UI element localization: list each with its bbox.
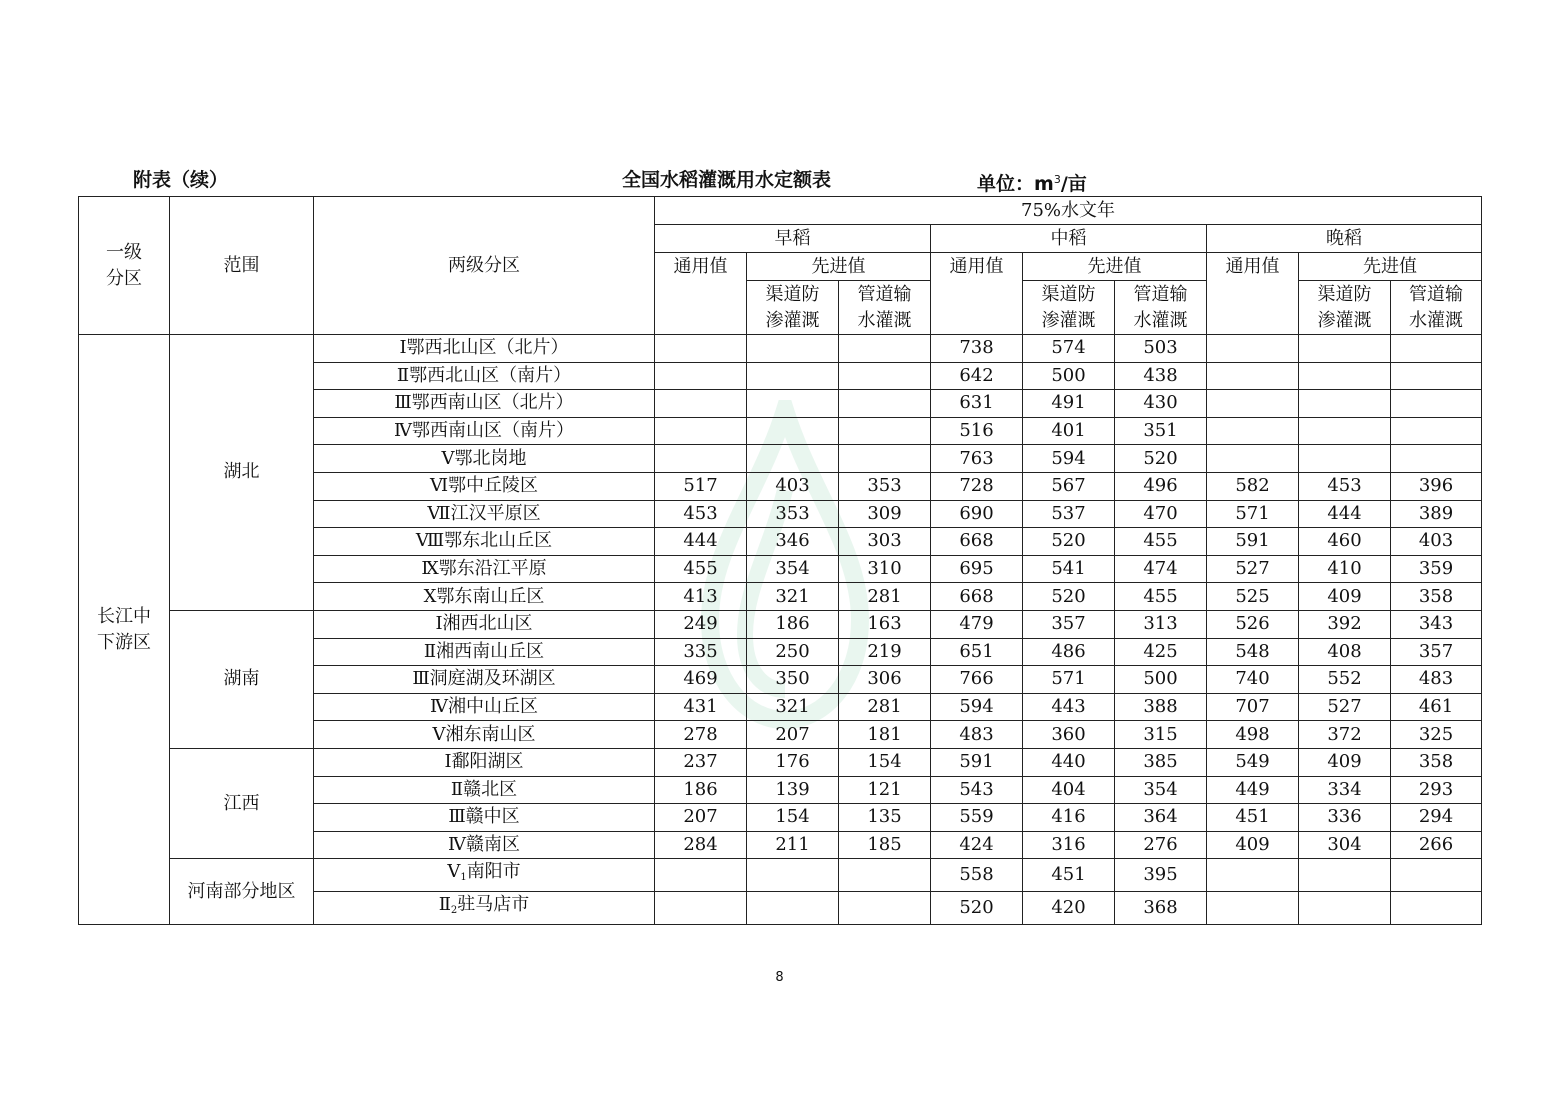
value-cell [1207, 892, 1299, 925]
value-cell: 571 [1023, 666, 1115, 694]
value-cell: 479 [931, 610, 1023, 638]
value-cell: 444 [655, 528, 747, 556]
value-cell [1299, 445, 1391, 473]
value-cell: 401 [1023, 417, 1115, 445]
value-cell: 455 [655, 555, 747, 583]
zone-cell: Ⅴ湘东南山区 [314, 721, 655, 749]
value-cell: 527 [1299, 693, 1391, 721]
header-late-pipe: 管道输水灌溉 [1391, 281, 1482, 335]
value-cell: 358 [1391, 583, 1482, 611]
value-cell: 500 [1115, 666, 1207, 694]
value-cell: 500 [1023, 362, 1115, 390]
value-cell [747, 335, 839, 363]
table-title: 全国水稻灌溉用水定额表 [622, 169, 832, 191]
value-cell: 219 [839, 638, 931, 666]
header-early-pipe: 管道输水灌溉 [839, 281, 931, 335]
value-cell: 431 [655, 693, 747, 721]
value-cell [839, 859, 931, 892]
zone-name: 南阳市 [466, 861, 521, 883]
value-cell: 354 [747, 555, 839, 583]
value-cell: 527 [1207, 555, 1299, 583]
zone-cell: Ⅳ湘中山丘区 [314, 693, 655, 721]
value-cell: 594 [1023, 445, 1115, 473]
zone-cell: Ⅲ赣中区 [314, 804, 655, 832]
value-cell: 552 [1299, 666, 1391, 694]
value-cell: 571 [1207, 500, 1299, 528]
value-cell: 293 [1391, 776, 1482, 804]
zone-cell: Ⅰ鄂西北山区（北片） [314, 335, 655, 363]
header-middle-general: 通用值 [931, 253, 1023, 335]
value-cell [839, 335, 931, 363]
header-late-general: 通用值 [1207, 253, 1299, 335]
value-cell: 594 [931, 693, 1023, 721]
value-cell: 695 [931, 555, 1023, 583]
value-cell [1299, 335, 1391, 363]
value-cell: 410 [1299, 555, 1391, 583]
value-cell [1391, 417, 1482, 445]
value-cell: 309 [839, 500, 931, 528]
value-cell: 483 [1391, 666, 1482, 694]
value-cell [839, 390, 931, 418]
value-cell: 181 [839, 721, 931, 749]
header-early-advanced: 先进值 [747, 253, 931, 281]
zone-cell: Ⅵ鄂中丘陵区 [314, 472, 655, 500]
unit-prefix: 单位：m [977, 173, 1054, 195]
value-cell: 496 [1115, 472, 1207, 500]
header-hydrological-year: 75%水文年 [655, 197, 1482, 225]
value-cell: 334 [1299, 776, 1391, 804]
value-cell: 207 [747, 721, 839, 749]
value-cell: 425 [1115, 638, 1207, 666]
value-cell [747, 892, 839, 925]
value-cell: 372 [1299, 721, 1391, 749]
zone-cell: Ⅸ鄂东沿江平原 [314, 555, 655, 583]
zone-cell: Ⅲ鄂西南山区（北片） [314, 390, 655, 418]
zone-cell: Ⅴ鄂北岗地 [314, 445, 655, 473]
value-cell: 520 [1023, 528, 1115, 556]
value-cell: 430 [1115, 390, 1207, 418]
value-cell: 284 [655, 831, 747, 859]
value-cell: 315 [1115, 721, 1207, 749]
zone-cell: Ⅲ洞庭湖及环湖区 [314, 666, 655, 694]
value-cell: 336 [1299, 804, 1391, 832]
value-cell [655, 859, 747, 892]
value-cell: 403 [747, 472, 839, 500]
value-cell: 139 [747, 776, 839, 804]
value-cell: 154 [747, 804, 839, 832]
value-cell: 357 [1391, 638, 1482, 666]
value-cell: 343 [1391, 610, 1482, 638]
value-cell [1207, 390, 1299, 418]
value-cell: 707 [1207, 693, 1299, 721]
value-cell: 135 [839, 804, 931, 832]
value-cell: 526 [1207, 610, 1299, 638]
value-cell [747, 390, 839, 418]
value-cell: 461 [1391, 693, 1482, 721]
zone-cell: Ⅱ湘西南山丘区 [314, 638, 655, 666]
value-cell [839, 892, 931, 925]
table-row [79, 610, 1482, 638]
zone-numeral: Ⅴ [447, 861, 461, 883]
value-cell: 567 [1023, 472, 1115, 500]
value-cell: 413 [655, 583, 747, 611]
value-cell: 306 [839, 666, 931, 694]
value-cell: 357 [1023, 610, 1115, 638]
header-scope: 范围 [170, 197, 314, 335]
value-cell: 443 [1023, 693, 1115, 721]
value-cell [1391, 859, 1482, 892]
value-cell: 163 [839, 610, 931, 638]
value-cell [1299, 859, 1391, 892]
value-cell: 520 [1023, 583, 1115, 611]
value-cell: 668 [931, 583, 1023, 611]
value-cell: 486 [1023, 638, 1115, 666]
value-cell [839, 417, 931, 445]
table-caption-label: 附表（续） [133, 169, 229, 191]
value-cell [747, 417, 839, 445]
value-cell: 455 [1115, 528, 1207, 556]
value-cell: 176 [747, 748, 839, 776]
value-cell: 389 [1391, 500, 1482, 528]
value-cell: 266 [1391, 831, 1482, 859]
value-cell [1299, 892, 1391, 925]
value-cell: 651 [931, 638, 1023, 666]
value-cell [655, 445, 747, 473]
value-cell: 668 [931, 528, 1023, 556]
zone-subscript: 1 [460, 872, 467, 884]
value-cell: 424 [931, 831, 1023, 859]
value-cell: 543 [931, 776, 1023, 804]
value-cell: 310 [839, 555, 931, 583]
value-cell [1299, 417, 1391, 445]
value-cell: 385 [1115, 748, 1207, 776]
zone-cell: Ⅶ江汉平原区 [314, 500, 655, 528]
value-cell [655, 892, 747, 925]
value-cell [747, 859, 839, 892]
value-cell: 364 [1115, 804, 1207, 832]
table-row [79, 748, 1482, 776]
zone-cell: Ⅳ赣南区 [314, 831, 655, 859]
header-late-channel: 渠道防渗灌溉 [1299, 281, 1391, 335]
value-cell: 121 [839, 776, 931, 804]
value-cell: 642 [931, 362, 1023, 390]
value-cell: 154 [839, 748, 931, 776]
header-early-channel: 渠道防渗灌溉 [747, 281, 839, 335]
zone-name: 驻马店市 [457, 894, 530, 916]
value-cell: 353 [747, 500, 839, 528]
value-cell: 591 [931, 748, 1023, 776]
header-early-rice: 早稻 [655, 225, 931, 253]
unit-suffix: /亩 [1060, 173, 1087, 195]
value-cell [1391, 362, 1482, 390]
value-cell: 368 [1115, 892, 1207, 925]
value-cell: 211 [747, 831, 839, 859]
value-cell: 360 [1023, 721, 1115, 749]
scope-cell: 湖北 [170, 335, 314, 611]
value-cell: 294 [1391, 804, 1482, 832]
header-middle-pipe: 管道输水灌溉 [1115, 281, 1207, 335]
value-cell: 186 [747, 610, 839, 638]
value-cell [1207, 335, 1299, 363]
value-cell: 763 [931, 445, 1023, 473]
zone-cell: Ⅷ鄂东北山丘区 [314, 528, 655, 556]
value-cell: 359 [1391, 555, 1482, 583]
value-cell [1207, 859, 1299, 892]
value-cell: 453 [655, 500, 747, 528]
value-cell: 449 [1207, 776, 1299, 804]
unit-superscript: 3 [1053, 173, 1061, 186]
scope-cell: 河南部分地区 [170, 859, 314, 925]
value-cell: 474 [1115, 555, 1207, 583]
scope-cell: 江西 [170, 748, 314, 858]
value-cell: 281 [839, 693, 931, 721]
zone-cell: Ⅹ鄂东南山丘区 [314, 583, 655, 611]
value-cell [747, 445, 839, 473]
value-cell [1391, 335, 1482, 363]
value-cell: 559 [931, 804, 1023, 832]
value-cell: 350 [747, 666, 839, 694]
zone-cell: Ⅳ鄂西南山区（南片） [314, 417, 655, 445]
value-cell: 498 [1207, 721, 1299, 749]
value-cell: 237 [655, 748, 747, 776]
zone-cell: Ⅰ湘西北山区 [314, 610, 655, 638]
value-cell: 408 [1299, 638, 1391, 666]
page-number: 8 [775, 970, 784, 985]
zone-cell [314, 859, 655, 892]
value-cell: 516 [931, 417, 1023, 445]
zone-cell: Ⅰ鄱阳湖区 [314, 748, 655, 776]
value-cell: 281 [839, 583, 931, 611]
value-cell: 483 [931, 721, 1023, 749]
value-cell: 388 [1115, 693, 1207, 721]
value-cell: 582 [1207, 472, 1299, 500]
value-cell: 420 [1023, 892, 1115, 925]
value-cell [1299, 390, 1391, 418]
value-cell: 335 [655, 638, 747, 666]
value-cell [655, 417, 747, 445]
value-cell [655, 362, 747, 390]
unit-label [977, 166, 1087, 198]
region-cell: 长江中下游区 [79, 335, 170, 925]
value-cell: 392 [1299, 610, 1391, 638]
value-cell: 455 [1115, 583, 1207, 611]
value-cell: 351 [1115, 417, 1207, 445]
value-cell: 346 [747, 528, 839, 556]
value-cell: 313 [1115, 610, 1207, 638]
value-cell: 728 [931, 472, 1023, 500]
value-cell: 451 [1207, 804, 1299, 832]
value-cell [1207, 445, 1299, 473]
header-level1: 一级分区 [79, 197, 170, 335]
value-cell: 249 [655, 610, 747, 638]
value-cell: 250 [747, 638, 839, 666]
value-cell: 396 [1391, 472, 1482, 500]
value-cell: 354 [1115, 776, 1207, 804]
header-level2: 两级分区 [314, 197, 655, 335]
value-cell: 278 [655, 721, 747, 749]
value-cell: 186 [655, 776, 747, 804]
value-cell: 207 [655, 804, 747, 832]
value-cell: 440 [1023, 748, 1115, 776]
value-cell: 690 [931, 500, 1023, 528]
value-cell: 766 [931, 666, 1023, 694]
value-cell [1391, 390, 1482, 418]
value-cell: 321 [747, 583, 839, 611]
value-cell: 325 [1391, 721, 1482, 749]
zone-cell: Ⅱ鄂西北山区（南片） [314, 362, 655, 390]
value-cell: 409 [1207, 831, 1299, 859]
table-row [79, 335, 1482, 363]
value-cell [1207, 417, 1299, 445]
value-cell: 591 [1207, 528, 1299, 556]
zone-subscript: 2 [450, 905, 458, 917]
value-cell [839, 445, 931, 473]
header-late-advanced: 先进值 [1299, 253, 1482, 281]
value-cell: 541 [1023, 555, 1115, 583]
value-cell [747, 362, 839, 390]
value-cell: 740 [1207, 666, 1299, 694]
value-cell: 558 [931, 859, 1023, 892]
value-cell [1391, 445, 1482, 473]
value-cell: 416 [1023, 804, 1115, 832]
scope-cell: 湖南 [170, 610, 314, 748]
value-cell: 409 [1299, 748, 1391, 776]
value-cell: 395 [1115, 859, 1207, 892]
header-late-rice: 晚稻 [1207, 225, 1482, 253]
value-cell: 738 [931, 335, 1023, 363]
value-cell: 631 [931, 390, 1023, 418]
value-cell: 358 [1391, 748, 1482, 776]
value-cell [655, 335, 747, 363]
value-cell: 470 [1115, 500, 1207, 528]
value-cell: 520 [1115, 445, 1207, 473]
value-cell: 453 [1299, 472, 1391, 500]
zone-cell: Ⅱ赣北区 [314, 776, 655, 804]
table-row [79, 859, 1482, 892]
value-cell: 404 [1023, 776, 1115, 804]
value-cell: 574 [1023, 335, 1115, 363]
zone-numeral: Ⅱ [438, 894, 451, 916]
value-cell: 503 [1115, 335, 1207, 363]
value-cell: 549 [1207, 748, 1299, 776]
value-cell: 403 [1391, 528, 1482, 556]
value-cell: 321 [747, 693, 839, 721]
value-cell: 353 [839, 472, 931, 500]
header-middle-channel: 渠道防渗灌溉 [1023, 281, 1115, 335]
zone-cell [314, 892, 655, 925]
value-cell: 520 [931, 892, 1023, 925]
value-cell: 185 [839, 831, 931, 859]
value-cell [1207, 362, 1299, 390]
value-cell [1391, 892, 1482, 925]
value-cell: 451 [1023, 859, 1115, 892]
value-cell [655, 390, 747, 418]
value-cell: 304 [1299, 831, 1391, 859]
value-cell: 525 [1207, 583, 1299, 611]
value-cell: 276 [1115, 831, 1207, 859]
value-cell: 303 [839, 528, 931, 556]
value-cell [1299, 362, 1391, 390]
header-early-general: 通用值 [655, 253, 747, 335]
header-middle-rice: 中稻 [931, 225, 1207, 253]
irrigation-quota-table [78, 196, 1482, 925]
header-middle-advanced: 先进值 [1023, 253, 1207, 281]
value-cell: 316 [1023, 831, 1115, 859]
value-cell [839, 362, 931, 390]
value-cell: 444 [1299, 500, 1391, 528]
value-cell: 469 [655, 666, 747, 694]
value-cell: 517 [655, 472, 747, 500]
value-cell: 409 [1299, 583, 1391, 611]
value-cell: 460 [1299, 528, 1391, 556]
value-cell: 438 [1115, 362, 1207, 390]
value-cell: 548 [1207, 638, 1299, 666]
value-cell: 537 [1023, 500, 1115, 528]
value-cell: 491 [1023, 390, 1115, 418]
